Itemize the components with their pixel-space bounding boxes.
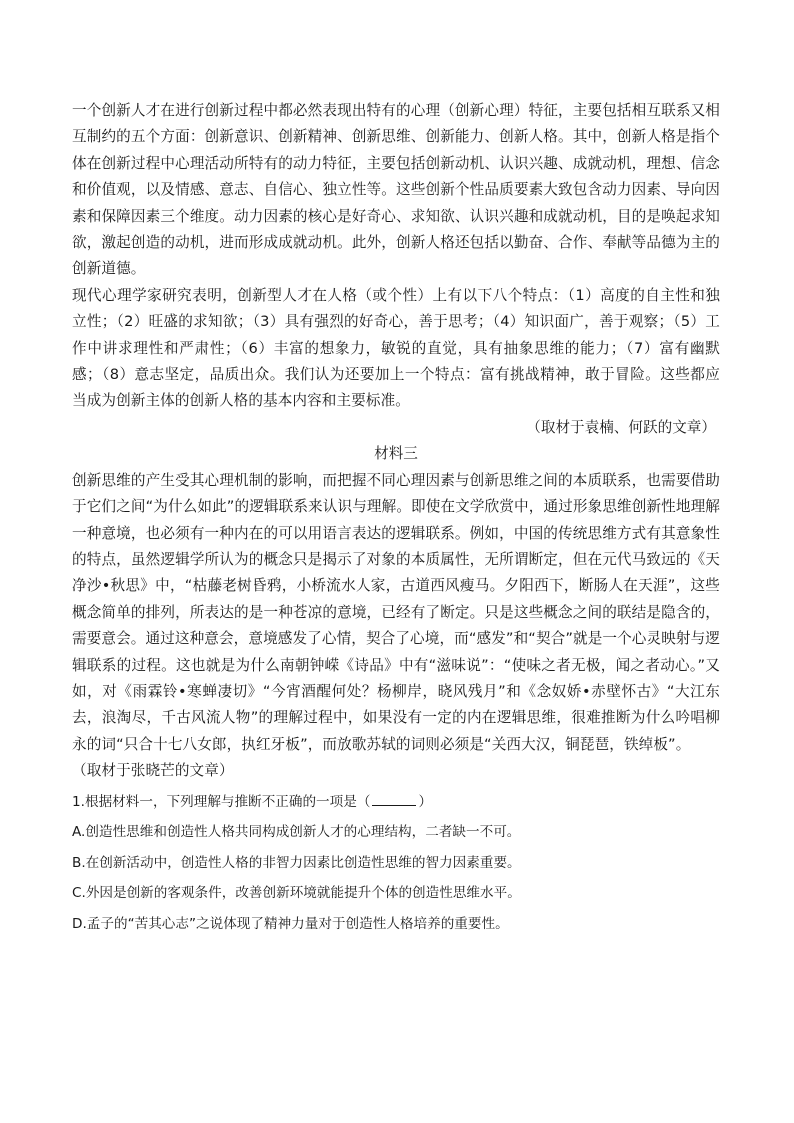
answer-blank[interactable]	[372, 791, 416, 806]
document-page	[72, 98, 720, 939]
option-b[interactable]: B.在创新活动中，创造性人格的非智力因素比创造性思维的智力因素重要。	[72, 854, 521, 871]
material-one-paragraph-1: 一个创新人才在进行创新过程中都必然表现出特有的心理（创新心理）特征，主要包括相互联系又相互制约的五个方面：创新意识、创新精神、创新思维、创新能力、创新人格。其中，创新人格是指个体在创新过程中心理活动所特有的动力特征，主要包括创新动机、认识兴趣、成就动机，理想、信念和价值观，以及情感、意志、自信心、独立性等。这些创新个性品质要素大致包含动力因素、导向因素和保障因素三个维度。动力因素的核心是好奇心、求知欲、认识兴趣和成就动机，目的是唤起求知欲，激起创造的动机，进而形成成就动机。此外，创新人格还包括以勤奋、合作、奉献等品德为主的创新道德。	[72, 102, 720, 278]
question-stem	[72, 787, 720, 818]
question-stem-text: 1.根据材料一，下列理解与推断不正确的一项是（	[72, 793, 371, 810]
material-one-paragraph-2: 现代心理学家研究表明，创新型人才在人格（或个性）上有以下八个特点：（1）高度的自主性和独立性；（2）旺盛的求知欲；（3）具有强烈的好奇心，善于思考；（4）知识面广，善于观察；（5）工作中讲求理性和严肃性；（6）丰富的想象力，敏锐的直觉，具有抽象思维的能力；（7）富有幽默感；（8）意志坚定，品质出众。我们认为还要加上一个特点：富有挑战精神，敢于冒险。这些都应当成为创新主体的创新人格的基本内容和主要标准。	[72, 286, 720, 410]
option-a[interactable]: A.创造性思维和创造性人格共同构成创新人才的心理结构，二者缺一不可。	[72, 824, 521, 841]
option-c[interactable]: C.外因是创新的客观条件，改善创新环境就能提升个体的创造性思维水平。	[72, 885, 521, 902]
material-three-paragraph: 创新思维的产生受其心理机制的影响，而把握不同心理因素与创新思维之间的本质联系，也需要借助于它们之间“为什么如此”的逻辑联系来认识与理解。即使在文学欣赏中，通过形象思维创新性地理解一种意境，也必须有一种内在的可以用语言表达的逻辑联系。例如，中国的传统思维方式有其意象性的特点，虽然逻辑学所认为的概念只是揭示了对象的本质属性，无所谓断定，但在元代马致远的《天净沙•秋思》中，“枯藤老树昏鸦，小桥流水人家，古道西风瘦马。夕阳西下，断肠人在天涯”，这些概念简单的排列，所表达的是一种苍凉的意境，已经有了断定。只是这些概念之间的联结是隐含的，需要意会。通过这种意会，意境感发了心情，契合了心境，而“感发”和“契合”就是一个心灵映射与逻辑联系的过程。这也就是为什么南朝钟嵘《诗品》中有“滋味说”：“使味之者无极，闻之者动心。”又如，对《雨霖铃•寒蝉凄切》“今宵酒醒何处？杨柳岸，晓风残月”和《念奴娇•赤壁怀古》“大江东去，浪淘尽，千古风流人物”的理解过程中，如果没有一定的内在逻辑思维，很难推断为什么吟唱柳永的词“只合十七八女郎，执红牙板”，而放歌苏轼的词则必须是“关西大汉，铜琵琶，铁绰板”。	[72, 471, 720, 753]
material-three-source: （取材于张晓芒的文章）	[72, 762, 234, 780]
option-d[interactable]: D.孟子的“苦其心志”之说体现了精神力量对于创造性人格培养的重要性。	[72, 915, 509, 932]
question-stem-close: ）	[418, 793, 433, 810]
material-three-heading: 材料三	[374, 445, 418, 463]
question-1	[72, 787, 720, 940]
material-one-source: （取材于袁楠、何跃的文章）	[526, 418, 716, 436]
